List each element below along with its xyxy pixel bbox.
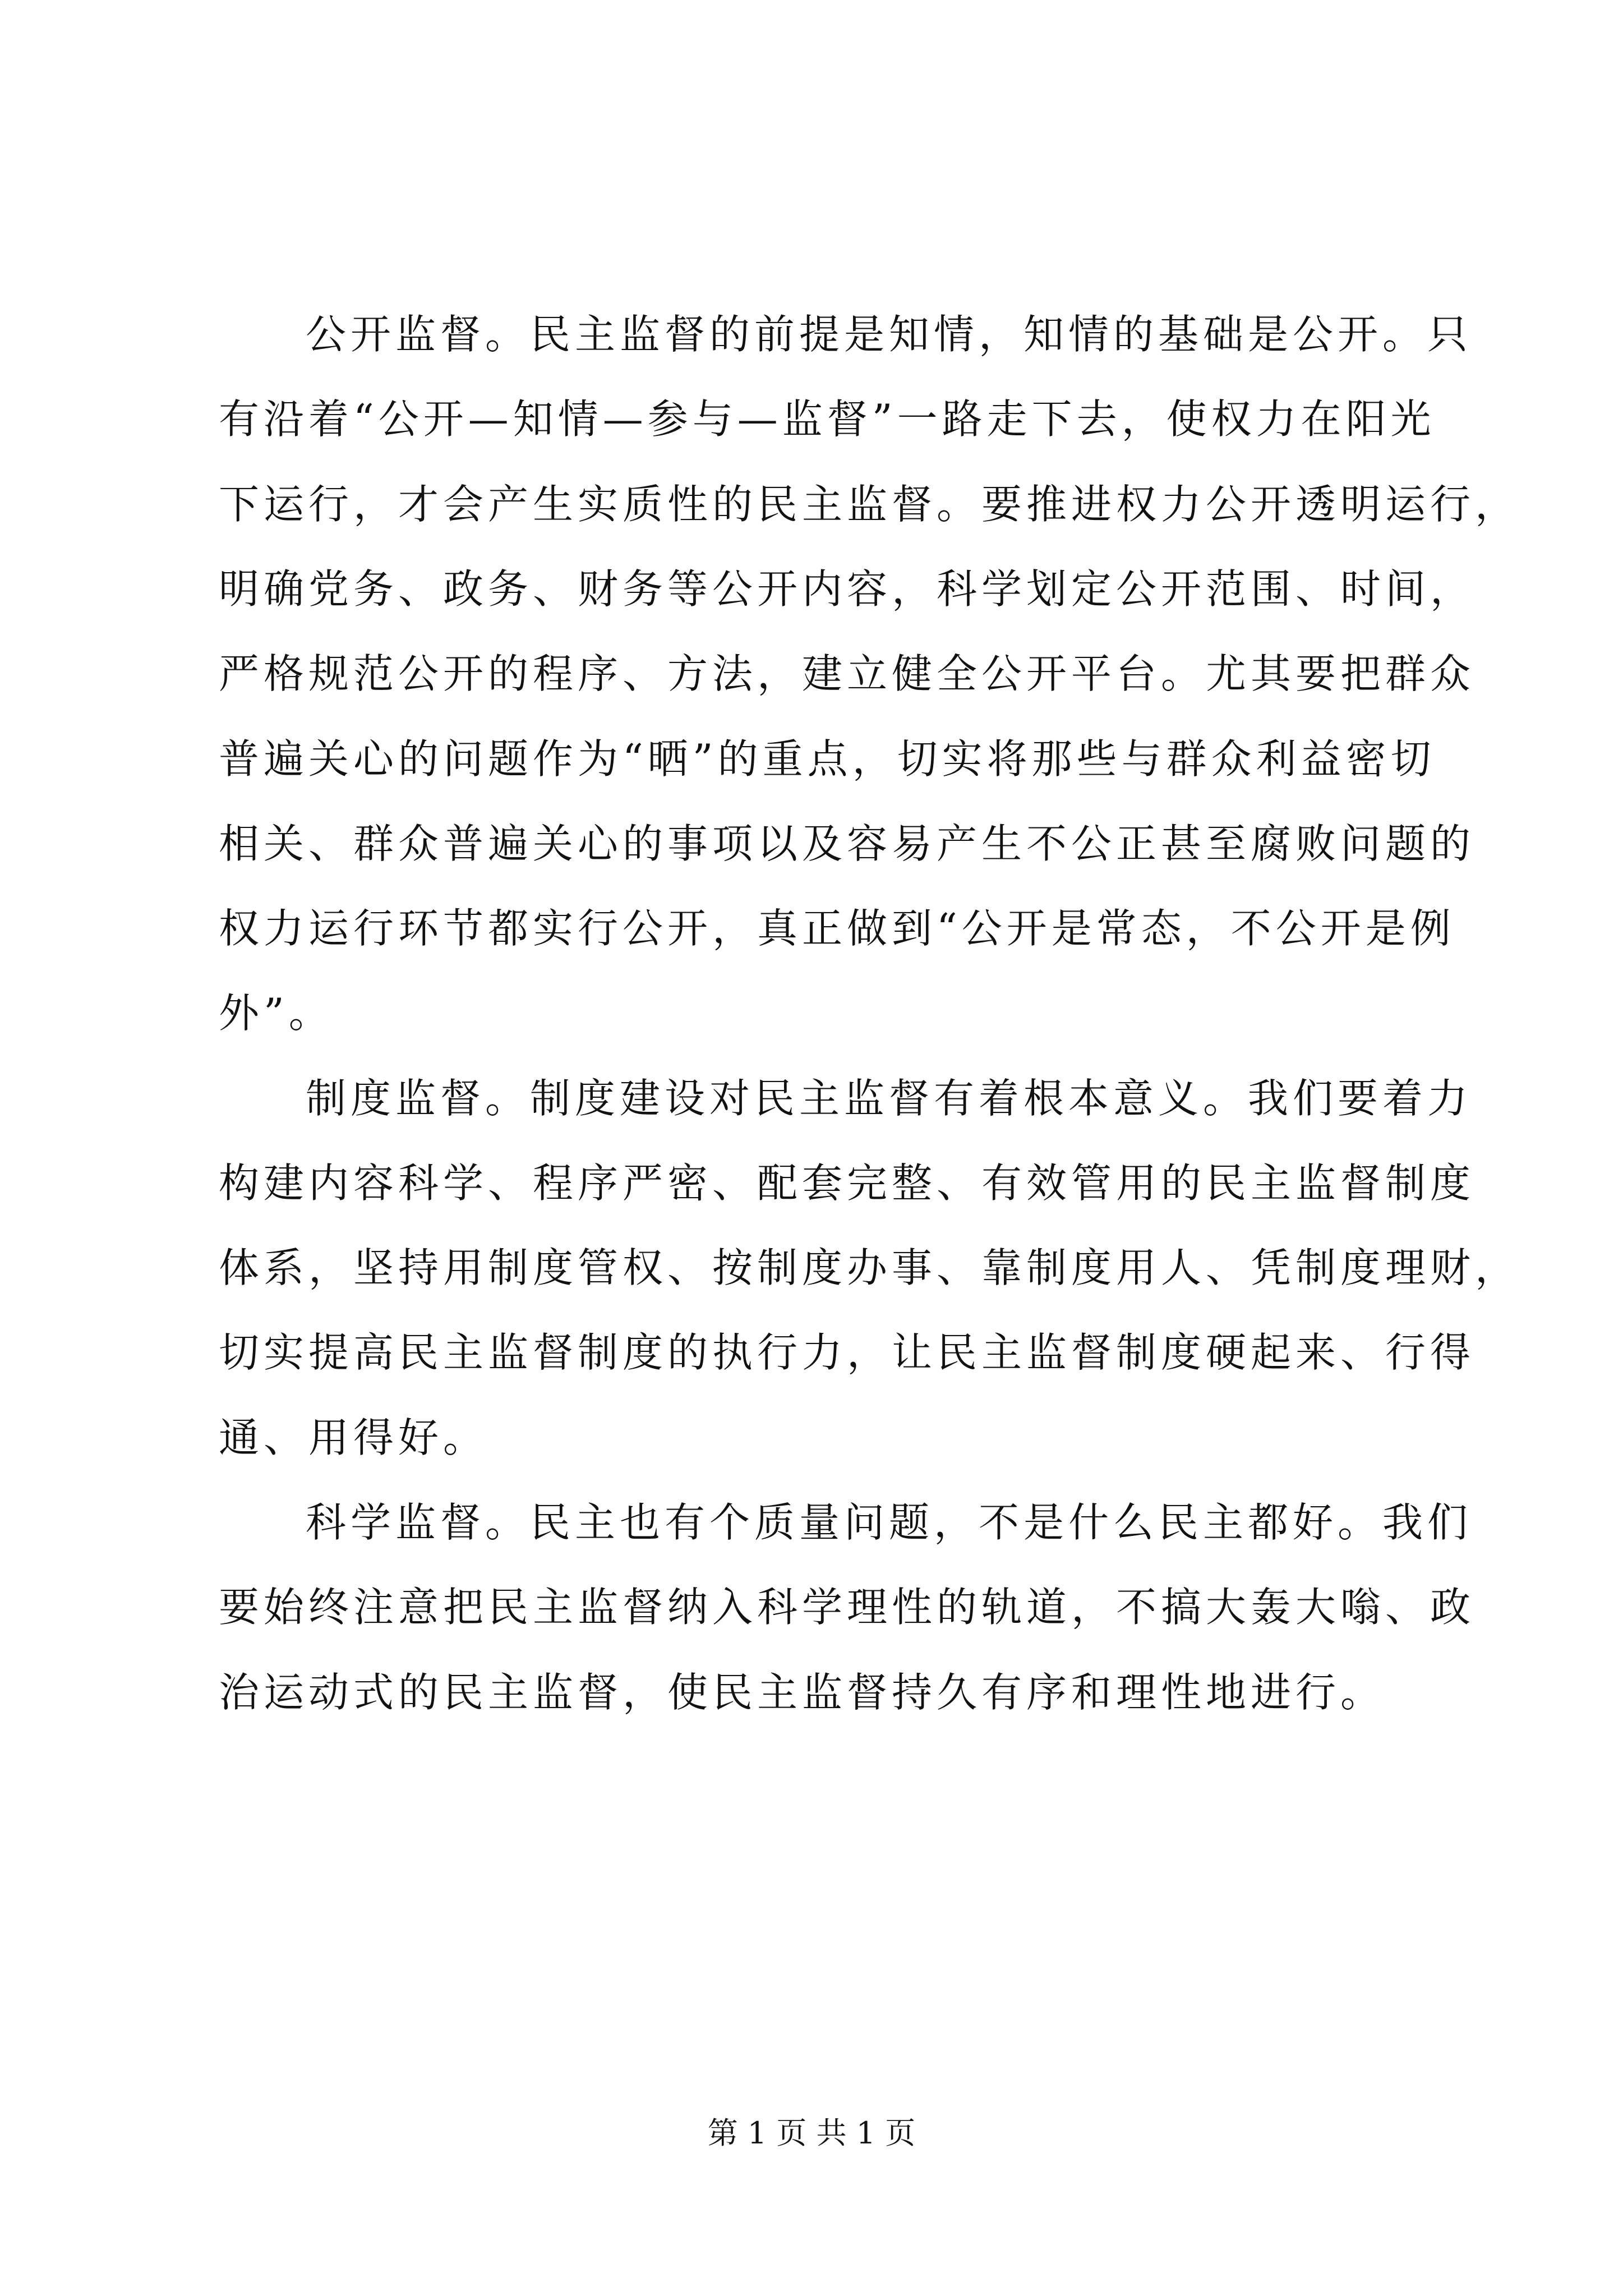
page-number-footer: 第 1 页 共 1 页 [707,2115,916,2151]
text-line: 治运动式的民主监督，使民主监督持久有序和理性地进行。 [219,1669,1386,1716]
text-line: 普遍关心的问题作为“晒”的重点，切实将那些与群众利益密切 [219,735,1436,783]
text-line: 科学监督。民主也有个质量问题，不是什么民主都好。我们 [306,1499,1473,1546]
text-line: 体系，坚持用制度管权、按制度办事、靠制度用人、凭制度理财， [219,1244,1520,1291]
text-line: 通、用得好。 [219,1414,488,1461]
text-line: 公开监督。民主监督的前提是知情，知情的基础是公开。只 [306,311,1473,358]
text-line: 构建内容科学、程序严密、配套完整、有效管用的民主监督制度 [219,1159,1476,1207]
text-line: 制度监督。制度建设对民主监督有着根本意义。我们要着力 [306,1075,1473,1122]
text-line: 明确党务、政务、财务等公开内容，科学划定公开范围、时间， [219,565,1476,613]
text-line: 要始终注意把民主监督纳入科学理性的轨道，不搞大轰大嗡、政 [219,1584,1476,1631]
text-line: 权力运行环节都实行公开，真正做到“公开是常态，不公开是例 [219,905,1455,952]
text-line: 切实提高民主监督制度的执行力，让民主监督制度硬起来、行得 [219,1329,1476,1376]
text-line: 相关、群众普遍关心的事项以及容易产生不公正甚至腐败问题的 [219,820,1476,867]
text-line: 有沿着“公开—知情—参与—监督”一路走下去，使权力在阳光 [219,395,1436,443]
text-line: 严格规范公开的程序、方法，建立健全公开平台。尤其要把群众 [219,650,1476,697]
text-line: 外”。 [219,990,334,1037]
text-line: 下运行，才会产生实质性的民主监督。要推进权力公开透明运行， [219,481,1520,528]
